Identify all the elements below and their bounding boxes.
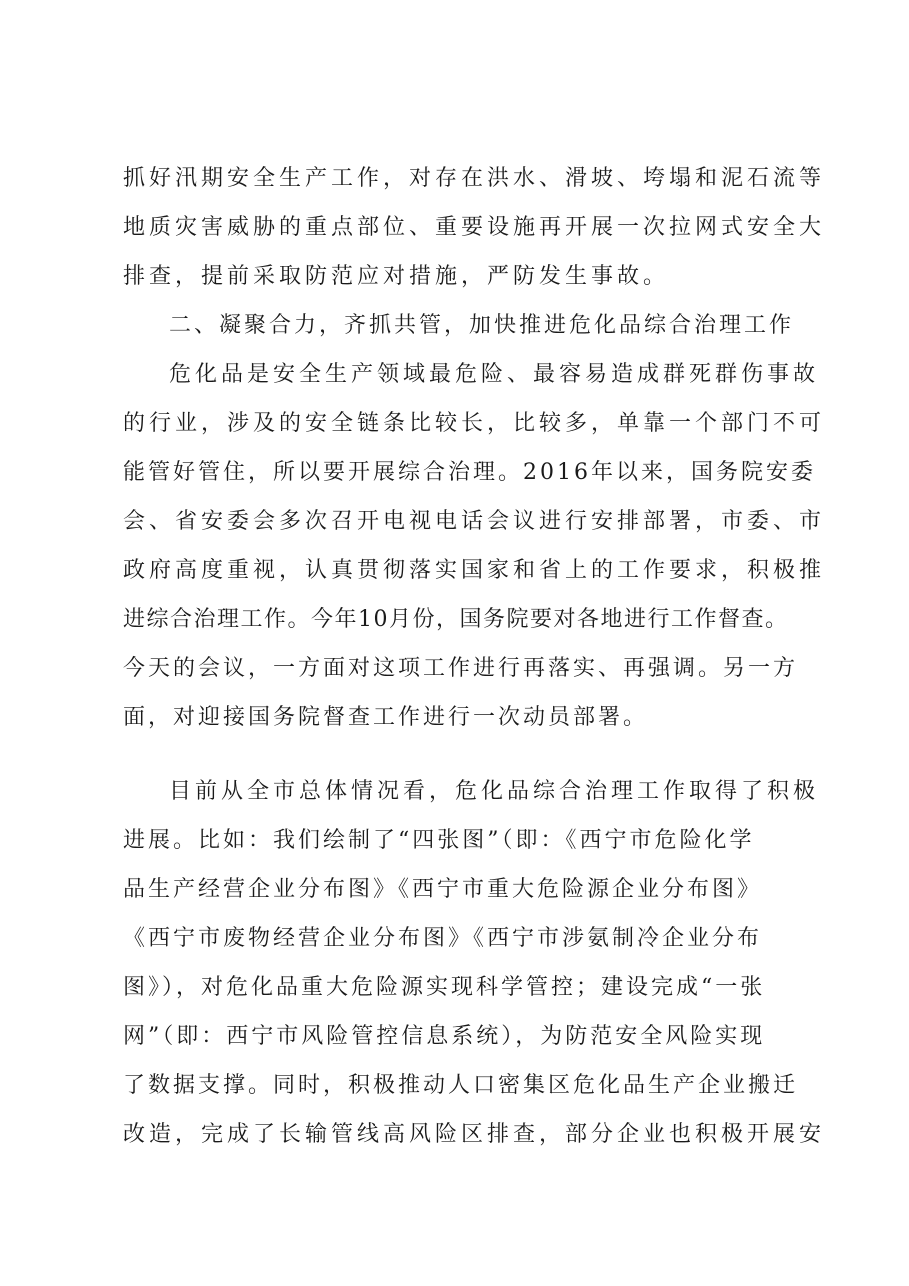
- body-line-16: 《西宁市废物经营企业分布图》《西宁市涉氨制冷企业分布: [123, 926, 763, 951]
- body-line-19: 了数据支撑。同时，积极推动人口密集区危化品生产企业搬迁: [123, 1073, 799, 1098]
- body-line-15: 品生产经营企业分布图》《西宁市重大危险源企业分布图》: [123, 877, 763, 902]
- body-line-7: 能管好管住，所以要开展综合治理。2016年以来，国务院安委: [123, 460, 816, 485]
- body-line-10: 进综合治理工作。今年10月份，国务院要对各地进行工作督查。: [123, 607, 789, 632]
- section-heading: 二、凝聚合力，齐抓共管，加快推进危化品综合治理工作: [169, 313, 795, 338]
- body-line-14: 进展。比如：我们绘制了“四张图”（即：《西宁市危险化学: [123, 828, 755, 853]
- body-line-20: 改造，完成了长输管线高风险区排查，部分企业也积极开展安: [123, 1122, 826, 1147]
- body-line-1: 抓好汛期安全生产工作，对存在洪水、滑坡、垮塌和泥石流等: [123, 166, 826, 191]
- body-line-8: 会、省安委会多次召开电视电话会议进行安排部署，市委、市: [123, 509, 826, 534]
- body-line-18: 网”（即：西宁市风险管控信息系统），为防范安全风险实现: [123, 1024, 766, 1049]
- body-line-12: 面，对迎接国务院督查工作进行一次动员部署。: [123, 705, 649, 730]
- body-line-13: 目前从全市总体情况看，危化品综合治理工作取得了积极: [169, 779, 820, 804]
- body-line-5: 危化品是安全生产领域最危险、最容易造成群死群伤事故: [169, 362, 820, 387]
- body-line-2: 地质灾害威胁的重点部位、重要设施再开展一次拉网式安全大: [123, 215, 826, 240]
- body-line-3: 排查，提前采取防范应对措施，严防发生事故。: [123, 264, 670, 289]
- body-line-17: 图》），对危化品重大危险源实现科学管控；建设完成“一张: [123, 975, 766, 1000]
- body-line-6: 的行业，涉及的安全链条比较长，比较多，单靠一个部门不可: [123, 411, 826, 436]
- body-line-11: 今天的会议，一方面对这项工作进行再落实、再强调。另一方: [123, 656, 799, 681]
- body-line-9: 政府高度重视，认真贯彻落实国家和省上的工作要求，积极推: [123, 558, 826, 583]
